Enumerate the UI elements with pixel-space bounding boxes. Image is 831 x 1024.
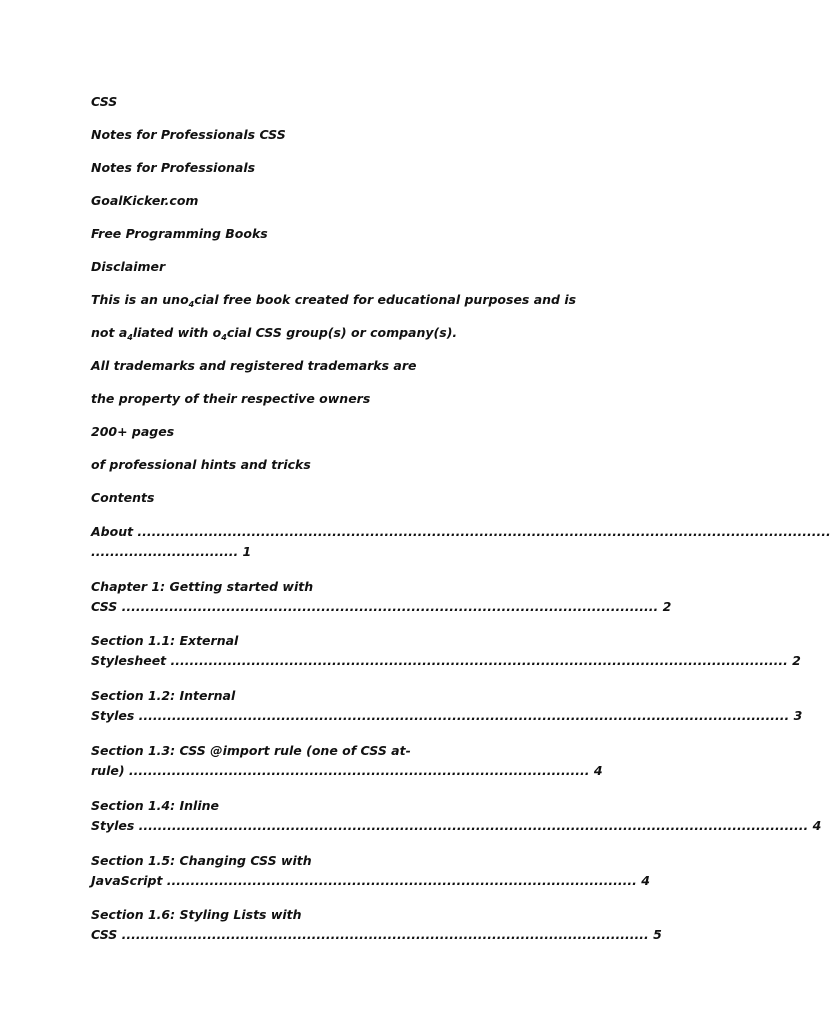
hints-tricks: of professional hints and tricks (91, 456, 311, 472)
toc-entry-page: CSS ................................................................................................................. 2 (91, 598, 672, 614)
contents-heading: Contents (91, 489, 155, 505)
toc-entry-section-1-5[interactable] (91, 851, 688, 891)
disclaimer-line-2-part-b: liated with o (132, 324, 222, 340)
toc-entry-page: ............................... 1 (91, 543, 252, 559)
toc-entry-section-1-1[interactable] (91, 631, 801, 671)
page-count: 200+ pages (91, 423, 175, 439)
disclaimer-line-1-part-a: This is an uno (91, 291, 189, 307)
toc-entry-page: Stylesheet .................................................................................................................................. 2 (91, 653, 801, 669)
toc-entry-title: Chapter 1: Getting started with (91, 578, 314, 594)
toc-entry-title: Section 1.3: CSS @import rule (one of CSS at- (91, 742, 411, 758)
trademark-line-1: All trademarks and registered trademarks are (91, 357, 417, 373)
toc-entry-title: Section 1.6: Styling Lists with (91, 907, 302, 923)
toc-entry-chapter-1[interactable] (91, 577, 688, 617)
toc-entry-section-1-4[interactable] (91, 796, 822, 836)
trademark-line-2: the property of their respective owners (91, 390, 371, 406)
toc-entry-title: Section 1.2: Internal (91, 688, 236, 704)
toc-entry-section-1-3[interactable] (91, 741, 688, 781)
disclaimer-line-2-glyph-2: 4 (221, 332, 227, 342)
toc-entry-page: Styles ......................................................................................................................................... 3 (91, 708, 803, 724)
toc-entry-about[interactable] (91, 522, 831, 562)
publisher-site: GoalKicker.com (91, 192, 199, 208)
disclaimer-line-1 (91, 291, 688, 309)
toc-entry-section-1-2[interactable] (91, 686, 803, 726)
toc-entry-page: JavaScript ................................................................................................... 4 (91, 872, 650, 888)
disclaimer-line-2-glyph-1: 4 (127, 332, 133, 342)
subtitle-notes: Notes for Professionals (91, 159, 256, 175)
toc-entry-title: About .................................................................................................................................................. (91, 523, 831, 539)
toc-entry-title: Section 1.1: External (91, 633, 239, 649)
toc-entry-page: CSS ............................................................................................................... 5 (91, 927, 662, 943)
toc-entry-page: Styles ............................................................................................................................................. 4 (91, 817, 822, 833)
disclaimer-line-2 (91, 324, 688, 342)
toc-entry-title: Section 1.5: Changing CSS with (91, 852, 312, 868)
disclaimer-line-1-part-b: cial free book created for educational purposes and is (194, 291, 577, 307)
disclaimer-heading: Disclaimer (91, 258, 166, 274)
subtitle-notes-css: Notes for Professionals CSS (91, 126, 286, 142)
toc-entry-section-1-6[interactable] (91, 905, 688, 945)
disclaimer-line-1-glyph: 4 (188, 299, 195, 309)
toc-entry-page: rule) ................................................................................................. 4 (91, 762, 603, 778)
disclaimer-line-2-part-c: cial CSS group(s) or company(s). (226, 324, 458, 340)
title-css: CSS (91, 94, 118, 109)
toc-entry-title: Section 1.4: Inline (91, 797, 219, 813)
disclaimer-line-2-part-a: not a (91, 324, 128, 340)
tagline: Free Programming Books (91, 225, 268, 241)
